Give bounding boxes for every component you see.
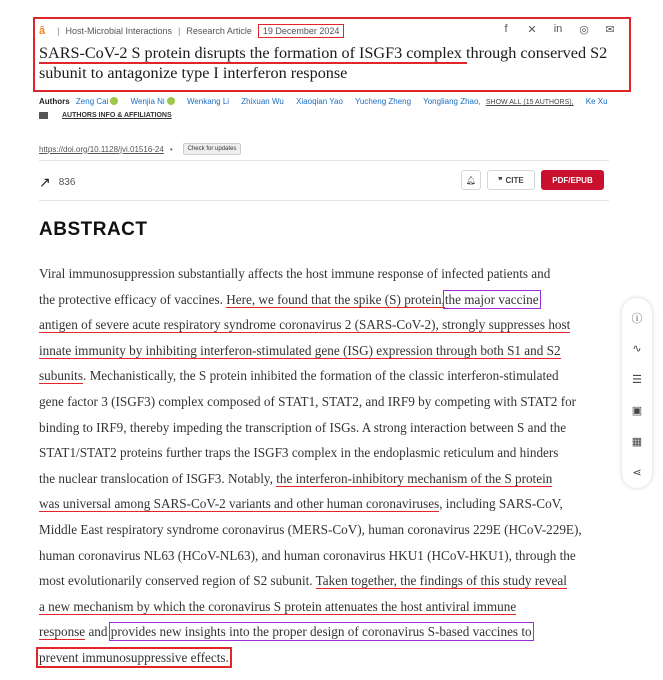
abstract-heading: ABSTRACT (39, 219, 148, 240)
highlight-box: provides new insights into the proper design of coronavirus S-based vaccines to (110, 624, 532, 640)
abstract-line: binding to IRF9, thereby impeding the transcription of ISGs. A strong interaction between S and the (39, 419, 567, 435)
open-access-icon: ȃ (39, 25, 46, 37)
orcid-icon (110, 97, 118, 105)
cite-button[interactable]: ❞ CITE (487, 170, 535, 190)
author-link[interactable]: Xiaoqian Yao (296, 97, 343, 106)
trend-icon: ↗ (39, 174, 51, 190)
highlight-box-red: prevent immunosuppressive effects. (39, 649, 229, 665)
bell-icon: 🔔︎ (465, 175, 477, 185)
abstract-line (39, 594, 613, 620)
journal-section-link[interactable]: Host-Microbial Interactions (65, 26, 173, 36)
quote-icon: ❞ (498, 175, 503, 185)
action-buttons (461, 170, 604, 190)
abstract-line: STAT1/STAT2 proteins further traps the ISGF3 complex in the endoplasmic reticulum and hinders (39, 445, 559, 461)
doi-link[interactable]: https://doi.org/10.1128/jvi.01516-24 (39, 144, 164, 154)
share-icon[interactable]: ⋖ (632, 467, 642, 479)
author-link[interactable]: Yongliang Zhao, (423, 97, 481, 106)
abstract-line (39, 645, 613, 671)
author-link[interactable]: Wenkang Li (186, 97, 230, 106)
share-bar (500, 23, 616, 36)
divider (39, 200, 609, 201)
abstract-line: response and provides new insights into the proper design of coronavirus S-based vaccines to (39, 624, 532, 640)
authors-label: Authors (39, 97, 70, 106)
abstract-line: was universal among SARS-CoV-2 variants and other human coronaviruses, including SARS-CoV, (39, 496, 563, 512)
publication-date: 19 December 2024 (258, 24, 345, 38)
facebook-icon[interactable]: f (504, 23, 508, 35)
author-link[interactable]: Yucheng Zheng (355, 97, 412, 106)
divider (39, 160, 609, 161)
highlight-underline: subunits (39, 368, 83, 384)
pdf-epub-button[interactable]: PDF/EPUB (541, 170, 604, 190)
author-link[interactable]: Zeng Cai (76, 97, 118, 106)
abstract-line (39, 312, 613, 338)
doi-row: https://doi.org/10.1128/jvi.01516-24 • Check for updates (39, 143, 241, 155)
figures-icon[interactable]: ▣ (631, 405, 643, 417)
abstract-line: human coronavirus NL63 (HCoV-NL63), and human coronavirus HKU1 (HCoV-HKU1), through the (39, 547, 576, 563)
abstract-line: subunits. Mechanistically, the S protein inhibited the formation of the classic interferon-stimulated (39, 368, 559, 384)
abstract-line: Middle East respiratory syndrome coronavirus (MERS-CoV), human coronavirus 229E (HCoV-229E), (39, 521, 582, 537)
abstract-line: gene factor 3 (ISGF3) complex composed of STAT1, STAT2, and IRF9 by competing with STAT2 for (39, 393, 577, 409)
check-for-updates-button[interactable]: Check for updates (183, 143, 242, 155)
metrics-count[interactable] (39, 174, 75, 191)
abstract-line (39, 338, 613, 364)
wechat-icon[interactable]: ◎ (579, 24, 589, 36)
abstract-line: the protective efficacy of vaccines. Here, we found that the spike (S) protein,the major vaccine (39, 291, 539, 307)
author-list (39, 96, 629, 109)
title-underline (39, 62, 467, 64)
alert-bell-button[interactable] (461, 170, 481, 190)
abstract-line: Viral immunosuppression substantially affects the host immune response of infected patients and (39, 266, 551, 281)
metrics-icon[interactable]: ∿ (632, 343, 642, 355)
orcid-icon (167, 97, 175, 105)
authors-info-link[interactable]: AUTHORS INFO & AFFILIATIONS (62, 112, 172, 119)
show-all-authors-link[interactable]: SHOW ALL (15 AUTHORS), (485, 99, 574, 106)
author-link[interactable]: Wenjia Ni (131, 97, 175, 106)
highlight-underline: Taken together, the findings of this study reveal (315, 573, 567, 589)
outline-icon[interactable]: ☰ (632, 374, 642, 386)
linkedin-icon[interactable]: in (553, 23, 563, 35)
email-icon[interactable]: ✉ (605, 24, 615, 36)
metrics-value: 836 (58, 177, 76, 188)
abstract-line: the nuclear translocation of ISGF3. Notably, the interferon-inhibitory mechanism of the S protein (39, 470, 553, 486)
info-icon[interactable]: ⓘ (631, 312, 643, 325)
tables-icon[interactable]: ▦ (631, 436, 643, 448)
x-icon[interactable]: ✕ (527, 24, 537, 36)
mail-icon[interactable] (39, 112, 48, 119)
highlight-underline: the interferon-inhibitory mechanism of the S protein (276, 470, 553, 486)
author-info-row (39, 112, 172, 119)
highlight-underline: was universal among SARS-CoV-2 variants and other human coronaviruses (39, 496, 440, 512)
side-toolbar (622, 298, 652, 488)
author-link[interactable]: Zhixuan Wu (241, 97, 284, 106)
highlight-underline: a new mechanism by which the coronavirus S protein attenuates the host antiviral immune (39, 598, 517, 614)
author-link[interactable]: Ke Xu (585, 97, 608, 106)
article-type: Research Article (186, 26, 252, 36)
highlight-underline: antigen of severe acute respiratory syndrome coronavirus 2 (SARS-CoV-2), strongly suppresses host (39, 317, 571, 333)
highlight-box: the major vaccine (444, 291, 539, 307)
highlight-underline: innate immunity by inhibiting interferon-stimulated gene (ISG) expression through both S1 and S2 (39, 342, 561, 358)
abstract-line: most evolutionarily conserved region of S2 subunit. Taken together, the findings of this study reveal (39, 573, 567, 589)
article-title: SARS-CoV-2 S protein disrupts the formation of ISGF3 complex through conserved S2 subunit to antagonize type I interferon response (39, 44, 608, 82)
highlight-underline: response (39, 624, 86, 640)
abstract-body (39, 261, 613, 671)
highlight-underline: Here, we found that the spike (S) protein, (226, 291, 445, 307)
article-meta: ȃ | Host-Microbial Interactions | Research Article 19 December 2024 (39, 24, 344, 38)
